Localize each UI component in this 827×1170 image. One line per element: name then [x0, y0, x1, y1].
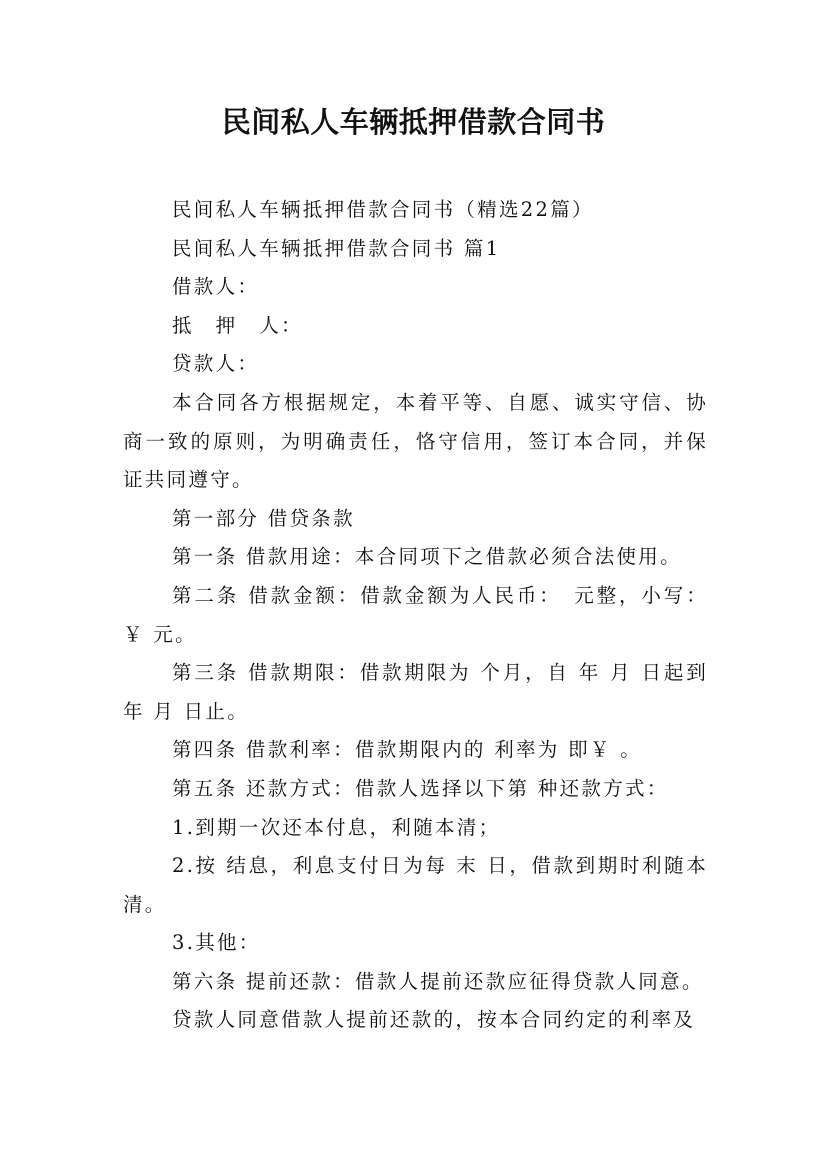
paragraph-article-5: 第五条 还款方式：借款人选择以下第 种还款方式： — [172, 776, 669, 800]
paragraph-lender: 贷款人： — [172, 352, 260, 376]
paragraph-option-3: 3.其他： — [172, 931, 261, 955]
paragraph-option-1: 1.到期一次还本付息，利随本清； — [172, 815, 501, 839]
paragraph-article-6-cont: 贷款人同意借款人提前还款的，按本合同约定的利率及 — [172, 1008, 696, 1032]
document-title: 民间私人车辆抵押借款合同书 — [221, 105, 606, 139]
paragraph-borrower: 借款人： — [172, 275, 260, 299]
document-body — [123, 191, 708, 1040]
paragraph-subtitle: 民间私人车辆抵押借款合同书（精选22篇） — [172, 198, 594, 221]
paragraph-article-3: 第三条 借款期限：借款期限为 个月，自 年 月 日起到 年 月 日止。 — [123, 661, 708, 723]
paragraph-mortgagor: 抵 押 人： — [172, 313, 303, 337]
paragraph-article-2: 第二条 借款金额：借款金额为人民币： 元整，小写：￥ 元。 — [123, 583, 708, 646]
paragraph-article-1: 第一条 借款用途：本合同项下之借款必须合法使用。 — [172, 545, 682, 569]
paragraph-part-one: 第一部分 借贷条款 — [172, 506, 355, 530]
paragraph-section-heading: 民间私人车辆抵押借款合同书 篇1 — [172, 236, 501, 260]
paragraph-option-2: 2.按 结息，利息支付日为每 末 日，借款到期时利随本清。 — [123, 854, 708, 916]
paragraph-article-4: 第四条 借款利率：借款期限内的 利率为 即￥ 。 — [172, 738, 642, 762]
paragraph-preamble: 本合同各方根据规定，本着平等、自愿、诚实守信、协商一致的原则，为明确责任，恪守信用，签订本合同，并保证共同遵守。 — [123, 390, 708, 492]
paragraph-article-6: 第六条 提前还款：借款人提前还款应征得贷款人同意。 — [172, 969, 704, 993]
